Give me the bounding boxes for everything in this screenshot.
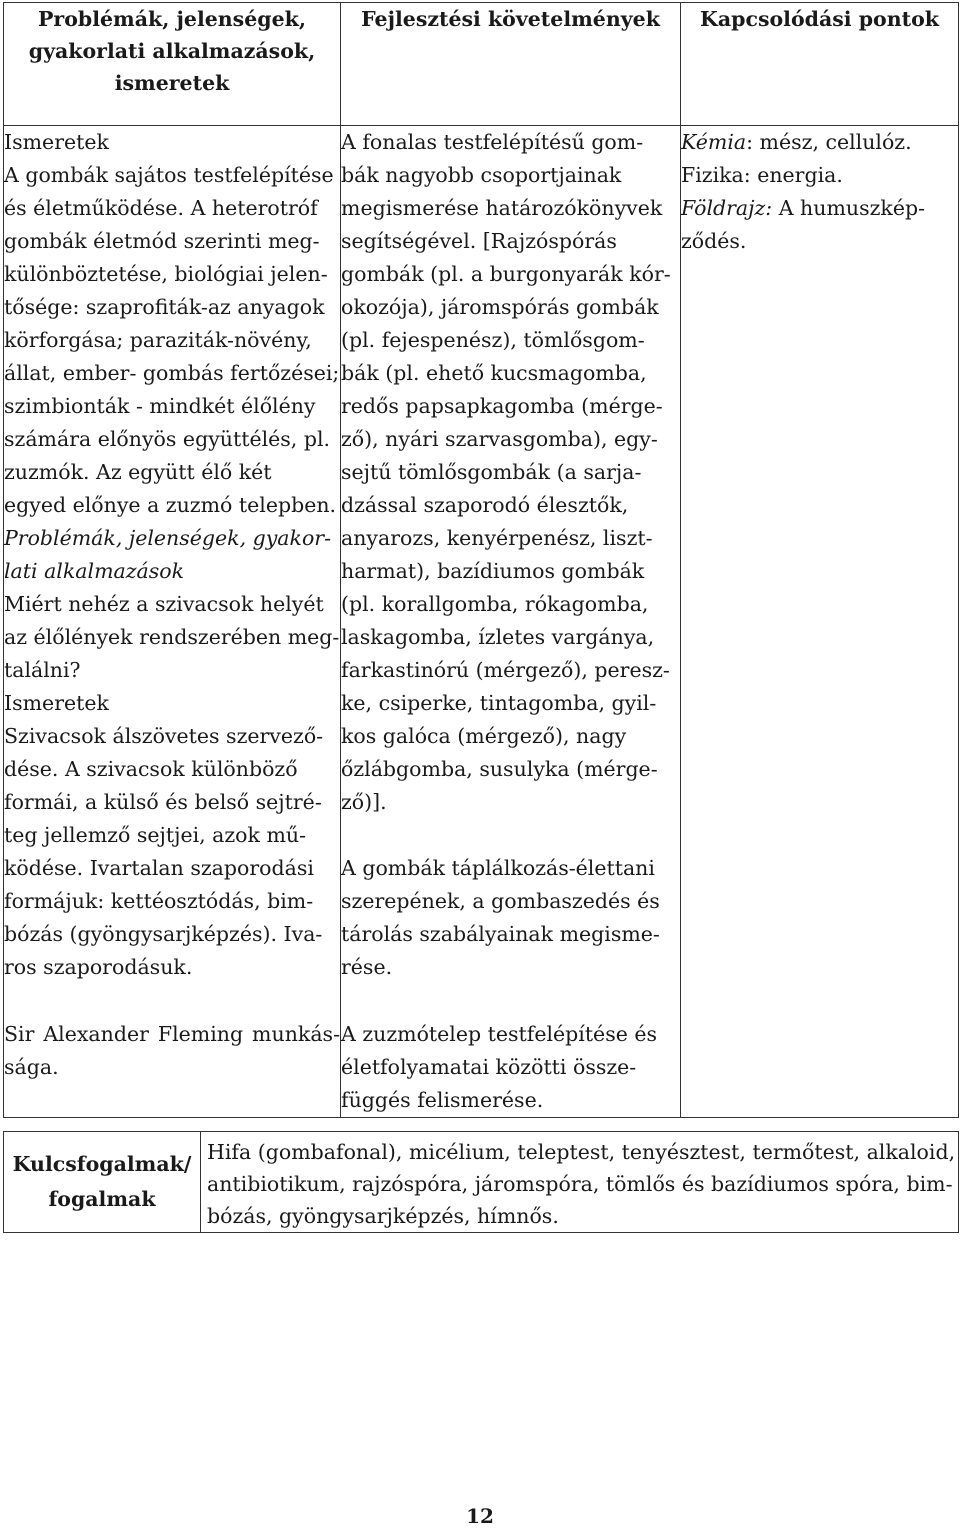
curriculum-table [3,2,959,1118]
col1-line: ros szaporodásuk. [4,955,193,979]
col1-line: számára előnyös együttélés, pl. [4,427,331,451]
connection-item: Kémia: mész, cellulóz. [681,130,912,154]
col1-line: A gombák sajátos testfelépítése [4,163,334,187]
col1-line: egyed előnye a zuzmó telepben. [4,493,337,517]
fleming-cell: Sir Alexander Fleming munkás- sága. [4,1010,341,1118]
col2-line: sejtű tömlősgombák (a sarja- [341,460,642,484]
col2-line: dzással szaporodó élesztők, [341,493,629,517]
col2-line: redős papsapkagomba (mérge- [341,394,663,418]
col2-line: laskagomba, ízletes vargánya, [341,625,655,649]
col1-line: körforgása; paraziták-növény, [4,328,312,352]
col2-line: (pl. fejespenész), tömlősgom- [341,328,645,352]
header-row [4,3,959,126]
col1-line: Ismeretek [4,130,109,154]
content-row [4,126,959,1011]
col2-line: gombák (pl. a burgonyarák kór- [341,262,671,286]
col1-line: különböztetése, biológiai jelen- [4,262,328,286]
fleming-row [4,1010,959,1118]
col1-line: teg jellemző sejtjei, azok mű- [4,823,307,847]
col1-line: dése. A szivacsok különböző [4,757,298,781]
col1-line: szimbionták - mindkét élőlény [4,394,316,418]
col2-line: (pl. korallgomba, rókagomba, [341,592,649,616]
col1-line: Miért nehéz a szivacsok helyét [4,592,324,616]
key-concepts-label: Kulcsfogalmak/ fogalmak [4,1132,201,1233]
col1-line: gombák életmód szerinti meg- [4,229,320,253]
col2-line: rése. [341,955,393,979]
content-problems-cell [4,126,341,1011]
col2-line: őzlábgomba, susulyka (mérge- [341,757,658,781]
header-problems: Problémák, jelenségek, gyakorlati alkalmazások, ismeretek [4,3,341,126]
connection-item: ződés. [681,229,747,253]
col1-line: Problémák, jelenségek, gyakor- [4,526,332,550]
col2-line: harmat), bazídiumos gombák [341,559,645,583]
col1-line: találni? [4,658,81,682]
content-connections-cell [681,126,959,1011]
col1-text [4,126,340,1010]
col2-line: ke, csiperke, tintagomba, gyil- [341,691,657,715]
connection-item: Földrajz: A humuszkép- [681,196,926,220]
col2-line: tárolás szabályainak megisme- [341,922,660,946]
page-number: 12 [466,1504,494,1528]
col1-line: Ismeretek [4,691,109,715]
lichen-cell: A zuzmótelep testfelépítése és életfolyamatai közötti össze- függés felismerése. [341,1010,681,1118]
col2-line: anyarozs, kenyérpenész, liszt- [341,526,653,550]
col2-line: A gombák táplálkozás-élettani [341,856,655,880]
col2-line: bák (pl. ehető kucsmagomba, [341,361,647,385]
col2-line: okozója), járomspórás gombák [341,295,659,319]
col2-line: szerepének, a gombaszedés és [341,889,660,913]
header-requirements: Fejlesztési követelmények [341,3,681,126]
col2-line: segítségével. [Rajzóspórás [341,229,617,253]
col2-line: megismerése határozókönyvek [341,196,663,220]
col2-line: ző)]. [341,790,387,814]
col1-line: állat, ember- gombás fertőzései; [4,361,340,385]
col1-line: Szivacsok álszövetes szervező- [4,724,324,748]
col3-text [681,126,958,258]
header-connections: Kapcsolódási pontok [681,3,959,126]
col2-line: ző), nyári szarvasgomba), egy- [341,427,658,451]
empty-connections-cell [681,1010,959,1118]
col2-line: A fonalas testfelépítésű gom- [341,130,644,154]
connection-item: Fizika: energia. [681,163,843,187]
col1-line: bózás (gyöngysarjképzés). Iva- [4,922,323,946]
col1-line: formájuk: kettéosztódás, bim- [4,889,314,913]
key-concepts-table [3,1131,959,1233]
col2-line: kos galóca (mérgező), nagy [341,724,627,748]
col1-line: lati alkalmazások [4,559,185,583]
col2-text [341,126,680,984]
content-requirements-cell [341,126,681,1011]
col1-line: zuzmók. Az együtt élő két [4,460,272,484]
col1-line: tősége: szaprofiták-az anyagok [4,295,325,319]
col1-line: ködése. Ivartalan szaporodási [4,856,314,880]
key-concepts-list: Hifa (gombafonal), micélium, teleptest, tenyésztest, termőtest, alkaloid, antibiotikum, rajzóspóra, járomspóra, tömlős és bazídiumos spóra, bim- bózás, gyöngysarjképzés, hímnős. [201,1132,959,1233]
col1-line: és életműködése. A heterotróf [4,196,318,220]
col2-line: farkastinórú (mérgező), peresz- [341,658,670,682]
col2-line: bák nagyobb csoportjainak [341,163,622,187]
col1-line: az élőlények rendszerében meg- [4,625,340,649]
col1-line: formái, a külső és belső sejtré- [4,790,322,814]
